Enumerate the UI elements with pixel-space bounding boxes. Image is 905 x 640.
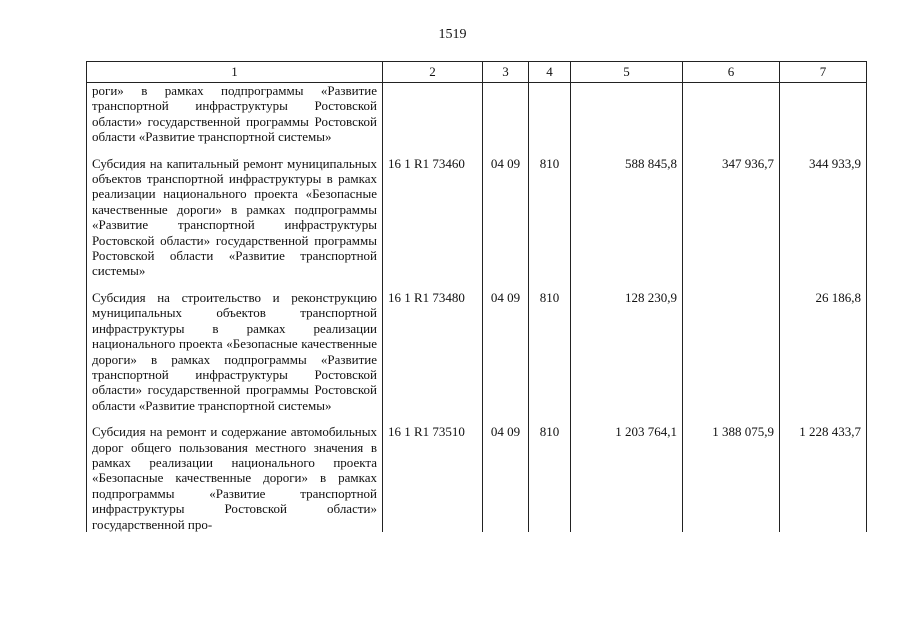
column-header-3: 3 xyxy=(483,62,529,83)
row-target-code: 16 1 R1 73510 xyxy=(383,421,483,532)
table-row xyxy=(87,153,867,287)
row-value-col5: 128 230,9 xyxy=(571,287,683,421)
column-header-6: 6 xyxy=(683,62,780,83)
page-number: 1519 xyxy=(438,27,467,42)
column-header-1: 1 xyxy=(87,62,383,83)
row-value-col7: 26 186,8 xyxy=(780,287,867,421)
row-description: роги» в рамках подпрограммы «Развитие транспортной инфраструктуры Ростовской области» государственной программы Ростовской области «Развитие транспортной системы» xyxy=(87,83,383,153)
table-row-continuation xyxy=(87,83,867,153)
row-target-code: 16 1 R1 73480 xyxy=(383,287,483,421)
column-header-4: 4 xyxy=(529,62,571,83)
column-header-2: 2 xyxy=(383,62,483,83)
row-value-col5: 588 845,8 xyxy=(571,153,683,287)
header-row xyxy=(87,62,867,83)
row-target-code: 16 1 R1 73460 xyxy=(383,153,483,287)
row-description: Субсидия на строительство и реконструкцию муниципальных объектов транспортной инфраструктуры в рамках реализации национального проекта «Безопасные качественные дороги» в рамках подпрограммы «Развитие транспортной инфраструктуры Ростовской области» государственной программы Ростовской области «Развитие транспортной системы» xyxy=(87,287,383,421)
budget-table xyxy=(86,61,867,532)
row-value-col7: 344 933,9 xyxy=(780,153,867,287)
row-expense-type: 810 xyxy=(529,287,571,421)
row-expense-type: 810 xyxy=(529,421,571,532)
row-description: Субсидия на ремонт и содержание автомобильных дорог общего пользования местного значения в рамках реализации национального проекта «Безопасные качественные дороги» в рамках подпрограммы «Развитие транспортной инфраструктуры Ростовской области» государственной про- xyxy=(87,421,383,532)
row-value-col5: 1 203 764,1 xyxy=(571,421,683,532)
row-value-col6 xyxy=(683,287,780,421)
row-value-col7: 1 228 433,7 xyxy=(780,421,867,532)
table-row xyxy=(87,421,867,532)
row-section-code: 04 09 xyxy=(483,153,529,287)
row-value-col6: 347 936,7 xyxy=(683,153,780,287)
row-section-code: 04 09 xyxy=(483,287,529,421)
column-header-7: 7 xyxy=(780,62,867,83)
row-expense-type: 810 xyxy=(529,153,571,287)
column-header-5: 5 xyxy=(571,62,683,83)
row-description: Субсидия на капитальный ремонт муниципальных объектов транспортной инфраструктуры в рамках реализации национального проекта «Безопасные качественные дороги» в рамках подпрограммы «Развитие транспортной инфраструктуры Ростовской области» государственной программы Ростовской области «Развитие транспортной системы» xyxy=(87,153,383,287)
row-section-code: 04 09 xyxy=(483,421,529,532)
table-row xyxy=(87,287,867,421)
row-value-col6: 1 388 075,9 xyxy=(683,421,780,532)
